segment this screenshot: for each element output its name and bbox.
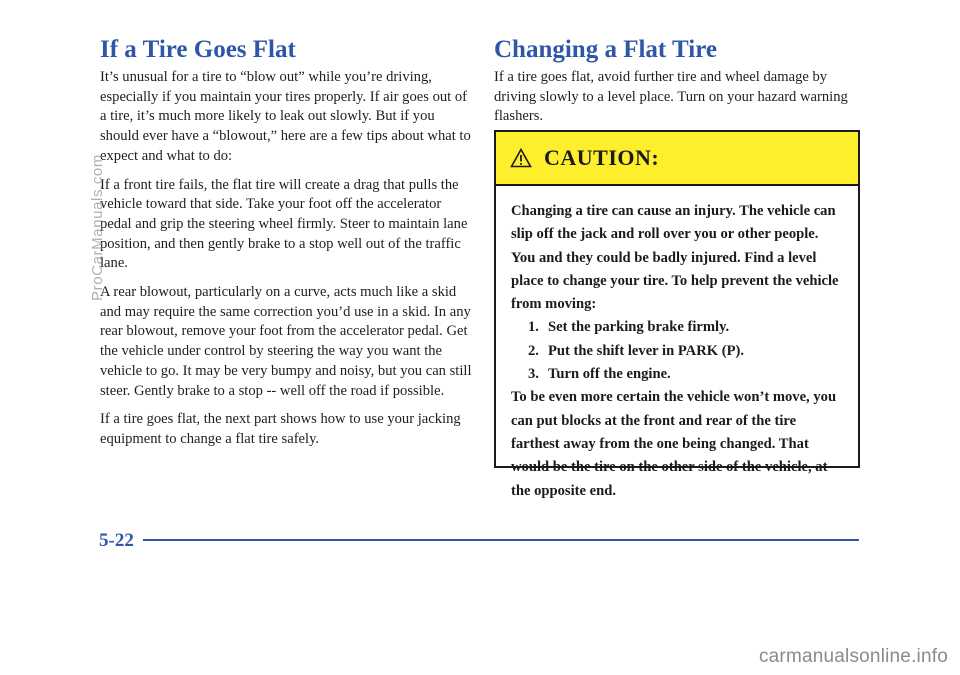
caution-box [494,130,860,499]
page-number: 5-22 [99,530,134,551]
caution-steps-list [511,316,844,386]
caution-step: 1. Set the parking brake firmly. [528,319,730,336]
warning-triangle-icon [510,148,532,168]
caution-lead-text: Changing a tire can cause an injury. The vehicle can slip off the jack and roll over you or other people. You and they could be badly injured. Find a level place to change your tire. To help prevent the vehicle from moving: [511,203,839,313]
caution-step: 2. Put the shift lever in PARK (P). [528,342,745,359]
caution-closing-text: To be even more certain the vehicle won’t move, you can put blocks at the front and rear of the tire farthest away from the one being changed. That would be the tire on the other side of the vehicle, at the opposite end. [511,389,837,499]
caution-step: 3. Turn off the engine. [528,366,671,383]
caution-title: CAUTION: [544,145,660,170]
caution-body [496,186,858,503]
paragraph-front-tire: If a front tire fails, the flat tire will create a drag that pulls the vehicle toward that side. Take your foot off the accelerator pedal and grip the steering wheel firmly. Steer to maintain lane position, and then gently brake to a stop well out of the traffic lane. [100,176,468,272]
section-heading-changing-tire: Changing a Flat Tire [494,36,717,63]
caution-header [496,132,858,186]
footer-rule [143,539,859,541]
source-domain: carmanualsonline.info [758,646,948,667]
section-heading-flat-tire: If a Tire Goes Flat [100,36,296,63]
paragraph-changing-intro: If a tire goes flat, avoid further tire and wheel damage by driving slowly to a level place. Turn on your hazard warning flashers. [494,69,848,125]
paragraph-next-part: If a tire goes flat, the next part shows how to use your jacking equipment to change a flat tire safely. [100,411,461,447]
watermark-text: ProCarManuals.com [88,153,106,301]
paragraph-blowout-intro: It’s unusual for a tire to “blow out” while you’re driving, especially if you maintain your tires properly. If air goes out of a tire, it’s much more likely to leak out slowly. But if you should ever have a “blowout,” here are a few tips about what to expect and what to do: [100,69,471,164]
left-column-text [100,68,472,459]
watermark [86,92,108,362]
right-column-text [494,68,864,136]
paragraph-rear-blowout: A rear blowout, particularly on a curve, acts much like a skid and may require the same correction you’d use in a skid. In any rear blowout, remove your foot from the accelerator pedal. Get the vehicle under control by steering the way you want the vehicle to go. It may be very bumpy and noisy, but you can still steer. Gently brake to a stop -- well off the road if possible. [100,284,472,399]
